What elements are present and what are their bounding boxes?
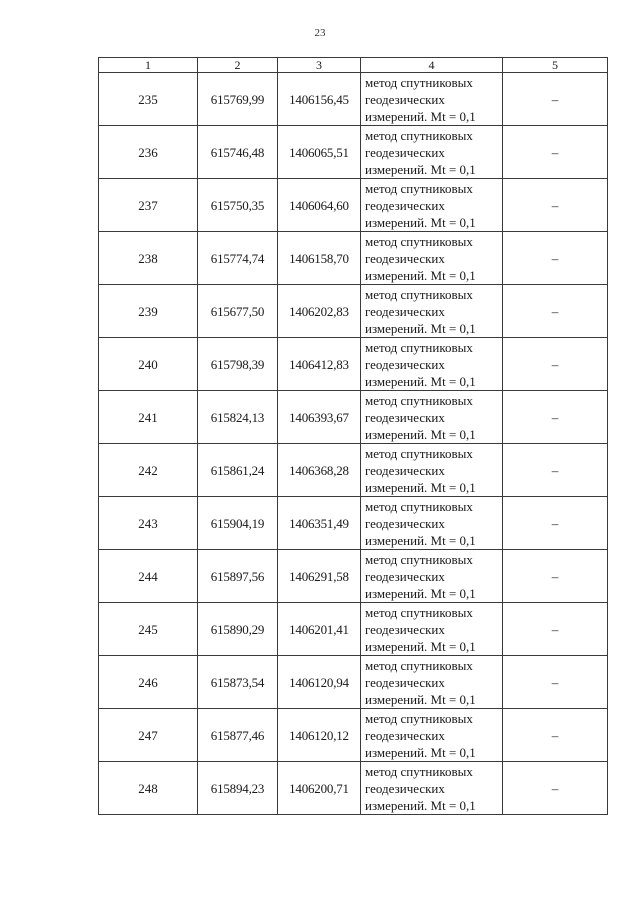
coordinate-x-text: 615798,39 xyxy=(210,356,265,372)
point-number-text: 245 xyxy=(138,621,158,637)
coordinate-y xyxy=(278,338,361,391)
coordinate-y xyxy=(278,285,361,338)
coordinate-x-text: 615861,24 xyxy=(210,462,265,478)
point-number-text: 239 xyxy=(138,303,158,319)
method-line: метод спутниковых xyxy=(365,657,473,673)
table-row xyxy=(99,126,608,179)
note-dash-text: – xyxy=(551,409,559,425)
coordinate-x xyxy=(198,126,278,179)
point-number xyxy=(99,656,198,709)
coordinate-y xyxy=(278,550,361,603)
note-dash xyxy=(503,126,608,179)
coordinate-x xyxy=(198,497,278,550)
method-line: геодезических xyxy=(365,409,445,425)
coordinate-y xyxy=(278,709,361,762)
point-number-text: 238 xyxy=(138,250,158,266)
table-row xyxy=(99,550,608,603)
table-row xyxy=(99,656,608,709)
method-line: метод спутниковых xyxy=(365,233,473,249)
table-row xyxy=(99,603,608,656)
method-line: геодезических xyxy=(365,462,445,478)
point-number xyxy=(99,285,198,338)
note-dash xyxy=(503,338,608,391)
table-row xyxy=(99,73,608,126)
method-description xyxy=(361,73,503,126)
note-dash xyxy=(503,762,608,815)
method-description xyxy=(361,285,503,338)
note-dash-text: – xyxy=(551,91,559,107)
method-line: метод спутниковых xyxy=(365,551,473,567)
note-dash xyxy=(503,285,608,338)
coordinate-x xyxy=(198,444,278,497)
coordinate-y-text: 1406200,71 xyxy=(289,780,349,796)
header-col-1: 1 xyxy=(99,58,198,73)
point-number-text: 237 xyxy=(138,197,158,213)
method-line: метод спутниковых xyxy=(365,498,473,514)
point-number xyxy=(99,391,198,444)
method-line: геодезических xyxy=(365,727,445,743)
point-number-text: 248 xyxy=(138,780,158,796)
note-dash-text: – xyxy=(551,250,559,266)
coordinate-x-text: 615873,54 xyxy=(210,674,265,690)
point-number-text: 240 xyxy=(138,356,158,372)
coordinate-x-text: 615904,19 xyxy=(210,515,265,531)
coordinate-y xyxy=(278,391,361,444)
note-dash xyxy=(503,179,608,232)
method-description xyxy=(361,232,503,285)
coordinate-y xyxy=(278,656,361,709)
method-line: измерений. Mt = 0,1 xyxy=(365,320,476,336)
coordinate-y-text: 1406291,58 xyxy=(289,568,349,584)
coordinate-y-text: 1406158,70 xyxy=(289,250,349,266)
table-row xyxy=(99,709,608,762)
coordinate-y-text: 1406156,45 xyxy=(289,91,349,107)
note-dash-text: – xyxy=(551,356,559,372)
note-dash xyxy=(503,73,608,126)
coordinate-x xyxy=(198,656,278,709)
point-number-text: 243 xyxy=(138,515,158,531)
table-row xyxy=(99,179,608,232)
note-dash xyxy=(503,550,608,603)
coordinate-y-text: 1406201,41 xyxy=(289,621,349,637)
method-description xyxy=(361,391,503,444)
coordinate-x-text: 615894,23 xyxy=(210,780,265,796)
coordinate-y xyxy=(278,444,361,497)
coordinate-x xyxy=(198,709,278,762)
method-description xyxy=(361,762,503,815)
point-number xyxy=(99,73,198,126)
table-row xyxy=(99,285,608,338)
method-line: геодезических xyxy=(365,303,445,319)
header-col-2: 2 xyxy=(198,58,278,73)
method-description xyxy=(361,550,503,603)
coordinate-x-text: 615769,99 xyxy=(210,91,265,107)
method-line: геодезических xyxy=(365,144,445,160)
note-dash-text: – xyxy=(551,568,559,584)
method-line: метод спутниковых xyxy=(365,127,473,143)
point-number xyxy=(99,762,198,815)
method-line: измерений. Mt = 0,1 xyxy=(365,267,476,283)
method-line: геодезических xyxy=(365,197,445,213)
point-number xyxy=(99,603,198,656)
page-number: 23 xyxy=(314,27,326,39)
method-line: геодезических xyxy=(365,568,445,584)
coordinate-y xyxy=(278,179,361,232)
coordinate-x xyxy=(198,338,278,391)
header-col-3: 3 xyxy=(278,58,361,73)
point-number-text: 246 xyxy=(138,674,158,690)
coordinate-x-text: 615774,74 xyxy=(210,250,265,266)
method-description xyxy=(361,338,503,391)
method-description xyxy=(361,603,503,656)
coordinate-x xyxy=(198,179,278,232)
coordinate-y xyxy=(278,497,361,550)
point-number xyxy=(99,338,198,391)
method-description xyxy=(361,444,503,497)
coordinate-x xyxy=(198,762,278,815)
coordinate-x xyxy=(198,550,278,603)
method-line: геодезических xyxy=(365,780,445,796)
coordinate-x xyxy=(198,603,278,656)
note-dash xyxy=(503,497,608,550)
point-number xyxy=(99,709,198,762)
method-line: метод спутниковых xyxy=(365,286,473,302)
coordinate-y xyxy=(278,73,361,126)
coordinate-x-text: 615824,13 xyxy=(210,409,265,425)
method-line: геодезических xyxy=(365,250,445,266)
method-description xyxy=(361,656,503,709)
table-row xyxy=(99,762,608,815)
point-number-text: 241 xyxy=(138,409,158,425)
method-line: геодезических xyxy=(365,515,445,531)
coordinate-y-text: 1406412,83 xyxy=(289,356,349,372)
method-line: измерений. Mt = 0,1 xyxy=(365,797,476,813)
method-line: измерений. Mt = 0,1 xyxy=(365,585,476,601)
coordinate-y-text: 1406351,49 xyxy=(289,515,349,531)
coordinate-x-text: 615877,46 xyxy=(210,727,265,743)
method-line: метод спутниковых xyxy=(365,339,473,355)
method-line: измерений. Mt = 0,1 xyxy=(365,691,476,707)
method-line: измерений. Mt = 0,1 xyxy=(365,744,476,760)
note-dash-text: – xyxy=(551,197,559,213)
coordinate-x-text: 615890,29 xyxy=(210,621,265,637)
note-dash-text: – xyxy=(551,515,559,531)
coordinate-y-text: 1406065,51 xyxy=(289,144,349,160)
coordinate-y-text: 1406202,83 xyxy=(289,303,349,319)
coordinate-x xyxy=(198,73,278,126)
point-number-text: 244 xyxy=(138,568,158,584)
point-number xyxy=(99,550,198,603)
point-number xyxy=(99,232,198,285)
coordinate-x-text: 615750,35 xyxy=(210,197,265,213)
point-number-text: 236 xyxy=(138,144,158,160)
table-header-row xyxy=(99,58,608,73)
coordinate-y xyxy=(278,603,361,656)
table-row xyxy=(99,338,608,391)
note-dash-text: – xyxy=(551,144,559,160)
method-description xyxy=(361,497,503,550)
coordinates-table xyxy=(98,57,608,815)
method-line: измерений. Mt = 0,1 xyxy=(365,479,476,495)
coordinate-x xyxy=(198,285,278,338)
method-line: геодезических xyxy=(365,621,445,637)
point-number-text: 247 xyxy=(138,727,158,743)
note-dash xyxy=(503,709,608,762)
coordinate-x-text: 615677,50 xyxy=(210,303,265,319)
coordinate-y-text: 1406120,94 xyxy=(289,674,349,690)
coordinate-y-text: 1406368,28 xyxy=(289,462,349,478)
method-line: метод спутниковых xyxy=(365,763,473,779)
coordinate-y xyxy=(278,762,361,815)
point-number-text: 242 xyxy=(138,462,158,478)
table-row xyxy=(99,391,608,444)
note-dash xyxy=(503,444,608,497)
coordinate-y xyxy=(278,232,361,285)
method-line: метод спутниковых xyxy=(365,710,473,726)
method-line: геодезических xyxy=(365,356,445,372)
method-line: геодезических xyxy=(365,91,445,107)
table-row xyxy=(99,232,608,285)
note-dash xyxy=(503,391,608,444)
method-line: метод спутниковых xyxy=(365,604,473,620)
method-line: метод спутниковых xyxy=(365,392,473,408)
point-number xyxy=(99,126,198,179)
coordinate-y xyxy=(278,126,361,179)
method-line: метод спутниковых xyxy=(365,180,473,196)
method-line: измерений. Mt = 0,1 xyxy=(365,161,476,177)
table-row xyxy=(99,444,608,497)
coordinate-x-text: 615897,56 xyxy=(210,568,265,584)
coordinate-y-text: 1406393,67 xyxy=(289,409,349,425)
note-dash-text: – xyxy=(551,727,559,743)
method-line: измерений. Mt = 0,1 xyxy=(365,214,476,230)
point-number xyxy=(99,497,198,550)
method-line: измерений. Mt = 0,1 xyxy=(365,373,476,389)
coordinate-y-text: 1406064,60 xyxy=(289,197,349,213)
point-number-text: 235 xyxy=(138,91,158,107)
note-dash-text: – xyxy=(551,674,559,690)
header-col-4: 4 xyxy=(361,58,503,73)
method-description xyxy=(361,179,503,232)
method-line: измерений. Mt = 0,1 xyxy=(365,532,476,548)
method-line: геодезических xyxy=(365,674,445,690)
header-col-5: 5 xyxy=(503,58,608,73)
note-dash-text: – xyxy=(551,621,559,637)
method-line: метод спутниковых xyxy=(365,445,473,461)
table-row xyxy=(99,497,608,550)
coordinate-x-text: 615746,48 xyxy=(210,144,265,160)
method-line: метод спутниковых xyxy=(365,74,473,90)
note-dash-text: – xyxy=(551,780,559,796)
coordinate-x xyxy=(198,232,278,285)
coordinate-x xyxy=(198,391,278,444)
note-dash xyxy=(503,603,608,656)
method-line: измерений. Mt = 0,1 xyxy=(365,108,476,124)
note-dash xyxy=(503,656,608,709)
method-description xyxy=(361,126,503,179)
note-dash-text: – xyxy=(551,462,559,478)
note-dash-text: – xyxy=(551,303,559,319)
method-description xyxy=(361,709,503,762)
point-number xyxy=(99,179,198,232)
method-line: измерений. Mt = 0,1 xyxy=(365,638,476,654)
note-dash xyxy=(503,232,608,285)
coordinate-y-text: 1406120,12 xyxy=(289,727,349,743)
method-line: измерений. Mt = 0,1 xyxy=(365,426,476,442)
point-number xyxy=(99,444,198,497)
